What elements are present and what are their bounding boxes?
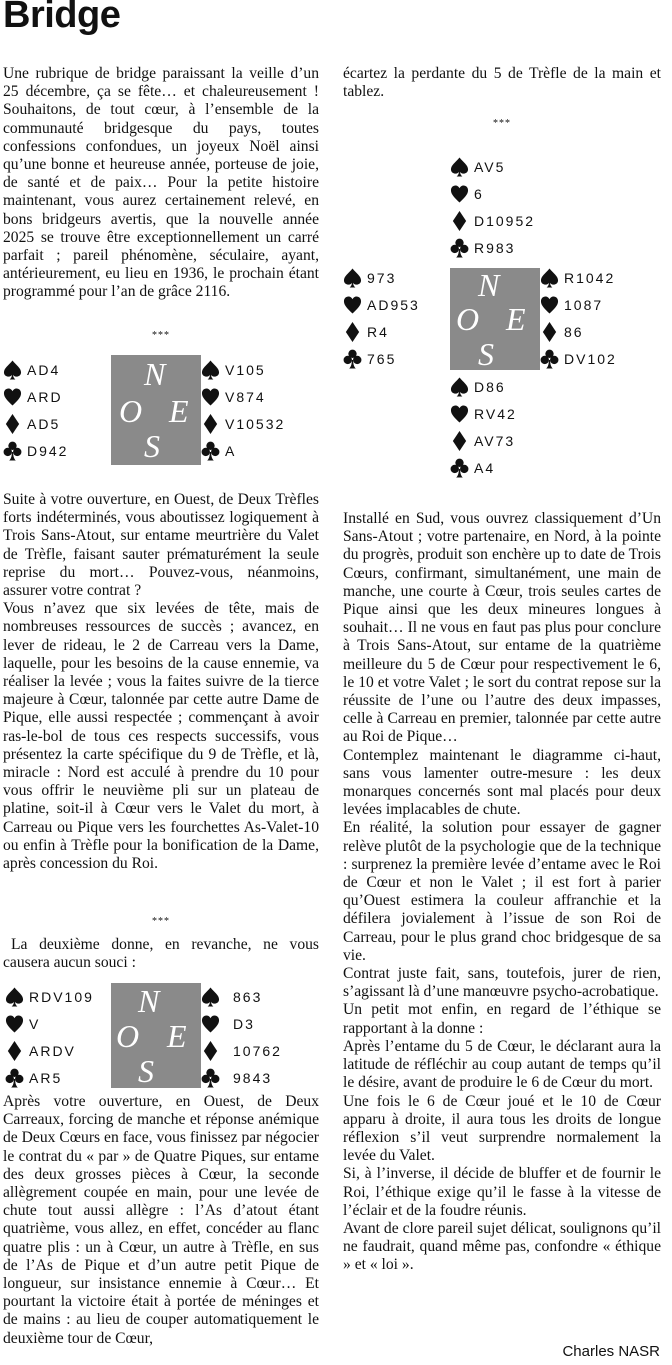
diamonds-cards: 86 bbox=[564, 323, 584, 340]
paragraph: Après l’entame du 5 de Cœur, le déclarant aura la latitude de réfléchir au coup autant de temps qu’il le désire, avant de produire le 6 de Cœur du mort. bbox=[343, 1037, 661, 1092]
clubs-row bbox=[450, 454, 517, 481]
spade-icon bbox=[540, 267, 559, 289]
deal2-intro bbox=[3, 936, 319, 972]
paragraph: La deuxième donne, en revanche, ne vous causera aucun souci : bbox=[3, 936, 319, 972]
hearts-row bbox=[3, 383, 68, 410]
diamonds-cards: D10952 bbox=[474, 212, 536, 229]
diamond-icon bbox=[343, 321, 362, 343]
diamond-icon bbox=[450, 430, 469, 452]
diamond-icon bbox=[201, 413, 220, 435]
hearts-row bbox=[450, 400, 517, 427]
diamond-icon bbox=[3, 413, 22, 435]
hearts-row bbox=[201, 1010, 282, 1037]
spades-cards: AV5 bbox=[474, 158, 506, 175]
compass-east: E bbox=[169, 393, 189, 429]
deal3-discussion bbox=[343, 510, 661, 1275]
spade-icon bbox=[450, 156, 469, 178]
deal1-compass bbox=[111, 355, 201, 465]
hearts-row bbox=[540, 291, 617, 318]
clubs-row bbox=[540, 345, 617, 372]
hearts-cards: V bbox=[29, 1015, 41, 1032]
paragraph: Une fois le 6 de Cœur joué et le 10 de Cœur apparu à droite, il aura tous les droits de longue réflexion s’il veut surprendre normalement la levée du Valet. bbox=[343, 1092, 661, 1165]
spades-row bbox=[450, 153, 535, 180]
clubs-row bbox=[450, 234, 535, 261]
clubs-row bbox=[5, 1064, 94, 1091]
intro-text bbox=[3, 65, 319, 302]
clubs-row bbox=[201, 1064, 282, 1091]
spades-row bbox=[450, 373, 517, 400]
separator: *** bbox=[152, 916, 170, 927]
diamonds-row bbox=[201, 1037, 282, 1064]
deal1-discussion bbox=[3, 491, 319, 873]
hearts-row bbox=[343, 291, 420, 318]
spades-row bbox=[201, 356, 285, 383]
heart-icon bbox=[450, 183, 469, 205]
compass-north: N bbox=[138, 983, 160, 1019]
deal3-east-hand bbox=[540, 264, 617, 372]
diamonds-cards: 10762 bbox=[233, 1042, 282, 1059]
clubs-cards: D942 bbox=[27, 442, 69, 459]
deal2-compass bbox=[111, 983, 201, 1088]
spades-row bbox=[540, 264, 617, 291]
diamonds-cards: AD5 bbox=[27, 415, 61, 432]
deal3-west-hand bbox=[343, 264, 420, 372]
compass-south: S bbox=[478, 336, 494, 372]
compass-west: O bbox=[116, 1018, 140, 1054]
club-icon bbox=[3, 440, 22, 462]
diamond-icon bbox=[450, 210, 469, 232]
diamond-icon bbox=[5, 1040, 24, 1062]
author-signature: Charles NASR bbox=[562, 1343, 660, 1360]
heart-icon bbox=[3, 386, 22, 408]
hearts-row bbox=[5, 1010, 94, 1037]
spades-row bbox=[5, 983, 94, 1010]
diamonds-row bbox=[450, 427, 517, 454]
spades-cards: 973 bbox=[367, 269, 397, 286]
intro-paragraph: Une rubrique de bridge paraissant la veille d’un 25 décembre, ça se fête… et chaleureusement ! Souhaitons, de tout cœur, à l’ensemble de la communauté bridgesque du pays, toutes confessions confondues, un joyeux Noël ainsi qu’une bonne et heureuse année, porteuse de joie, de santé et de paix… Pour la petite histoire maintenant, vous aurez certainement relevé, en bons bridgeurs avertis, que la nouvelle année 2025 se trouve être exceptionnellement un carré parfait ; pareil phénomène, séculaire, ayant, antérieurement, eu lieu en 1936, le prochain étant programmé pour l’an de grâce 2116. bbox=[3, 65, 319, 301]
compass-north: N bbox=[144, 356, 166, 392]
spades-row bbox=[3, 356, 68, 383]
spade-icon bbox=[5, 986, 24, 1008]
deal2-conclusion bbox=[343, 65, 661, 101]
separator: *** bbox=[152, 330, 170, 341]
diamond-icon bbox=[540, 321, 559, 343]
compass-west: O bbox=[119, 393, 143, 429]
compass-east: E bbox=[506, 301, 526, 337]
deal3-compass bbox=[450, 268, 540, 370]
deal2-east-hand bbox=[201, 983, 282, 1091]
diamonds-cards: AV73 bbox=[474, 432, 516, 449]
hearts-cards: 6 bbox=[474, 185, 484, 202]
heart-icon bbox=[450, 403, 469, 425]
spades-cards: AD4 bbox=[27, 361, 61, 378]
paragraph: Après votre ouverture, en Ouest, de Deux Carreaux, forcing de manche et réponse anémique de Deux Cœurs en face, vous finissez par négocier le contrat du « par » de Quatre Piques, sur entame des deux grosses pièces à Cœur, la seconde allègrement coupée en main, pour une levée de chute tout aussi allègre : l’As d’atout étant quatrième, vous allez, en effet, concéder au flanc quatre plis : un à Cœur, un autre à Trèfle, en sus de l’As de Pique et d’un autre petit Pique de longueur, sur insistance ennemie à Cœur… Et pourtant la victoire était à portée de méninges et de mains : au lieu de couper automatiquement le deuxième tour de Cœur, bbox=[3, 1093, 319, 1347]
spade-icon bbox=[201, 359, 220, 381]
club-icon bbox=[450, 457, 469, 479]
clubs-cards: R983 bbox=[474, 239, 516, 256]
heart-icon bbox=[201, 1013, 220, 1035]
club-icon bbox=[5, 1067, 24, 1089]
diamonds-cards: V10532 bbox=[225, 415, 286, 432]
compass-north: N bbox=[478, 267, 500, 303]
clubs-row bbox=[201, 437, 285, 464]
deal3-north-hand bbox=[450, 153, 535, 261]
hearts-cards: AD953 bbox=[367, 296, 420, 313]
clubs-cards: DV102 bbox=[564, 350, 617, 367]
clubs-cards: A4 bbox=[474, 459, 496, 476]
paragraph: Avant de clore pareil sujet délicat, soulignons qu’il ne faudrait, quand même pas, confondre « éthique » et « loi ». bbox=[343, 1219, 661, 1274]
hearts-row bbox=[201, 383, 285, 410]
diamonds-row bbox=[5, 1037, 94, 1064]
spade-icon bbox=[201, 986, 220, 1008]
spades-cards: D86 bbox=[474, 378, 506, 395]
separator: *** bbox=[493, 118, 511, 129]
spades-cards: R1042 bbox=[564, 269, 616, 286]
spade-icon bbox=[343, 267, 362, 289]
hearts-row bbox=[450, 180, 535, 207]
diamonds-row bbox=[201, 410, 285, 437]
clubs-cards: 9843 bbox=[233, 1069, 273, 1086]
page-title: Bridge bbox=[3, 0, 121, 36]
paragraph: Installé en Sud, vous ouvrez classiquement d’Un Sans-Atout ; votre partenaire, en Nord, à la pointe du progrès, produit son enchère up to date de Trois Cœurs, confirmant, simultanément, une main de manche, une courte à Cœur, trois seules cartes de Pique ainsi que les deux mineures longues à souhait… Il ne vous en faut pas plus pour conclure à Trois Sans-Atout, sur entame de la quatrième meilleure du 5 de Cœur pour respectivement le 6, le 10 et votre Valet ; le sort du contrat repose sur la réussite de l’une ou l’autre des deux impasses, celle à Carreau en premier, talonnée par cette autre au Roi de Pique… bbox=[343, 510, 661, 746]
club-icon bbox=[450, 237, 469, 259]
paragraph: Suite à votre ouverture, en Ouest, de Deux Trèfles forts indéterminés, vous aboutissez logiquement à Trois Sans-Atout, sur entame meurtrière du Valet de Trèfle, faisant sauter prématurément la seule reprise du mort… Pouvez-vous, néanmoins, assurer votre contrat ? bbox=[3, 491, 319, 600]
diamonds-cards: ARDV bbox=[29, 1042, 76, 1059]
hearts-cards: D3 bbox=[233, 1015, 255, 1032]
clubs-cards: 765 bbox=[367, 350, 397, 367]
diamonds-row bbox=[540, 318, 617, 345]
paragraph: Contemplez maintenant le diagramme ci-haut, sans vous lamenter outre-mesure : les deux monarques concernés sont mal placés pour deux levées implacables de chute. bbox=[343, 746, 661, 819]
spades-row bbox=[343, 264, 420, 291]
diamonds-cards: R4 bbox=[367, 323, 389, 340]
heart-icon bbox=[5, 1013, 24, 1035]
diamonds-row bbox=[3, 410, 68, 437]
hearts-cards: ARD bbox=[27, 388, 63, 405]
spades-row bbox=[201, 983, 282, 1010]
hearts-cards: 1087 bbox=[564, 296, 604, 313]
paragraph: Vous n’avez que six levées de tête, mais de nombreuses ressources de succès ; avancez, en lever de rideau, le 2 de Carreau vers la Dame, laquelle, pour les besoins de la cause ennemie, va réaliser la levée ; vous la faites suivre de la tierce majeure à Cœur, talonnée par cette autre Dame de Pique, elle aussi respectée ; commençant à avoir ras-le-bol de tous ces respects successifs, vous présentez la carte spécifique du 9 de Trèfle, et là, miracle : Nord est acculé à prendre du 10 pour vous offrir le neuvième pli sur un plateau de platine, soit-il à Cœur vers le Valet du mort, à Carreau ou Pique vers les fourchettes As-Valet-10 ou enfin à Trèfle pour la bonification de la Dame, après concession du Roi. bbox=[3, 600, 319, 873]
spades-cards: 863 bbox=[233, 988, 263, 1005]
club-icon bbox=[201, 440, 220, 462]
club-icon bbox=[540, 348, 559, 370]
diamond-icon bbox=[201, 1040, 220, 1062]
clubs-cards: A bbox=[225, 442, 237, 459]
heart-icon bbox=[540, 294, 559, 316]
paragraph: Si, à l’inverse, il décide de bluffer et de fournir le Roi, l’éthique exige qu’il le fasse à la vitesse de l’éclair et de la foudre réunis. bbox=[343, 1165, 661, 1219]
paragraph: Contrat juste fait, sans, toutefois, jurer de rien, s’agissant là d’une manœuvre psycho-acrobatique. bbox=[343, 965, 661, 1001]
clubs-row bbox=[343, 345, 420, 372]
paragraph: En réalité, la solution pour essayer de gagner relève plutôt de la psychologie que de la technique : surprenez la première levée d’entame avec le Roi de Cœur et non le Valet ; il est fort à parier qu’Ouest estimera la couleur affranchie et la défilera jovialement à l’issue de son Roi de Carreau, pour le plus grand choc bridgesque de sa vie. bbox=[343, 819, 661, 964]
heart-icon bbox=[201, 386, 220, 408]
compass-west: O bbox=[456, 301, 480, 337]
deal1-west-hand bbox=[3, 356, 68, 464]
diamonds-row bbox=[343, 318, 420, 345]
clubs-cards: AR5 bbox=[29, 1069, 63, 1086]
diamonds-row bbox=[450, 207, 535, 234]
deal2-discussion bbox=[3, 1093, 319, 1348]
hearts-cards: V874 bbox=[225, 388, 266, 405]
clubs-row bbox=[3, 437, 68, 464]
spade-icon bbox=[450, 376, 469, 398]
spade-icon bbox=[3, 359, 22, 381]
spades-cards: V105 bbox=[225, 361, 266, 378]
compass-east: E bbox=[167, 1018, 187, 1054]
club-icon bbox=[343, 348, 362, 370]
hearts-cards: RV42 bbox=[474, 405, 517, 422]
deal2-west-hand bbox=[5, 983, 94, 1091]
deal1-east-hand bbox=[201, 356, 285, 464]
spades-cards: RDV109 bbox=[29, 988, 94, 1005]
heart-icon bbox=[343, 294, 362, 316]
club-icon bbox=[201, 1067, 220, 1089]
compass-south: S bbox=[144, 428, 160, 464]
compass-south: S bbox=[138, 1053, 154, 1089]
paragraph: écartez la perdante du 5 de Trèfle de la main et tablez. bbox=[343, 65, 661, 101]
paragraph: Un petit mot enfin, en regard de l’éthique se rapportant à la donne : bbox=[343, 1001, 661, 1037]
deal3-south-hand bbox=[450, 373, 517, 481]
